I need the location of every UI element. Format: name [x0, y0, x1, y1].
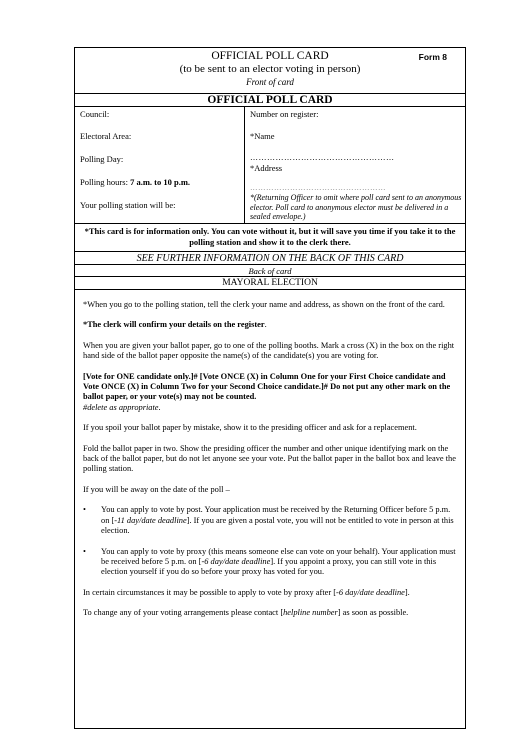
name-dots: …………………………………………… — [250, 153, 395, 162]
card-title: OFFICIAL POLL CARD — [75, 94, 465, 107]
council-field: Council: — [80, 109, 110, 119]
page-subtitle: (to be sent to an elector voting in person) — [179, 63, 361, 75]
proxy-vote-text: You can apply to vote by proxy (this means someone else can vote on your behalf). Your application must be received before 5 p.m. on [-6 day/date deadline]. If you appoint a proxy, you can still vote in this election yourself if you do so before your proxy has voted for you. — [101, 546, 456, 577]
register-number-field: Number on register: — [250, 109, 319, 119]
elector-fields — [75, 107, 465, 224]
polling-hours-value: 7 a.m. to 10 p.m. — [130, 177, 191, 187]
instruction-paragraph: If you spoil your ballot paper by mistake, show it to the presiding officer and ask for a replacement. — [83, 423, 417, 433]
poll-card — [74, 47, 466, 729]
right-fields — [245, 107, 465, 223]
instruction-paragraph: Fold the ballot paper in two. Show the presiding officer the number and other unique identifying mark on the back of the ballot paper, but do not let anyone see your vote. Put the ballot paper in the ballot box and leave the polling station. — [83, 443, 456, 474]
list-item — [83, 505, 459, 536]
form-number: Form 8 — [418, 52, 447, 62]
polling-day-field: Polling Day: — [80, 154, 124, 164]
anonymous-elector-note: *(Returning Officer to omit where poll card sent to an anonymous elector. Poll card to anonymous elector must be delivered in a sealed envelope.) — [250, 193, 462, 221]
instruction-paragraph: If you will be away on the date of the poll – — [83, 484, 230, 494]
name-field: *Name — [250, 131, 275, 141]
information-notice: *This card is for information only. You can vote without it, but it will save you time if you take it to the polling station and show it to the clerk there. — [75, 224, 465, 252]
left-fields — [75, 107, 245, 223]
election-title: MAYORAL ELECTION — [75, 277, 465, 290]
postal-vote-text: You can apply to vote by post. Your application must be received by the Returning Officer before 5 p.m. on [-11 day/date deadline]. If you are given a postal vote, you will not be entitled to vote in person at this election. — [101, 505, 454, 536]
polling-station-field: Your polling station will be: — [80, 200, 176, 210]
instruction-paragraph: [Vote for ONE candidate only.]# [Vote ONCE (X) in Column One for your First Choice candidate and Vote ONCE (X) in Column Two for your Second Choice candidate.]# Do not put any other mark on the ballot paper, or your vote(s) may not be counted. #delete as appropriate. — [83, 371, 451, 412]
instruction-paragraph: To change any of your voting arrangements please contact [helpline number] as soon as possible. — [83, 608, 409, 618]
address-field: *Address — [250, 163, 283, 173]
page-title: OFFICIAL POLL CARD — [211, 50, 329, 62]
address-dots: …………………………………………… — [250, 183, 386, 192]
bullet-icon: • — [83, 505, 86, 515]
card-header — [75, 48, 465, 94]
instruction-paragraph: *When you go to the polling station, tell the clerk your name and address, as shown on the front of the card. — [83, 300, 445, 309]
polling-hours-field — [80, 177, 241, 187]
front-label: Front of card — [246, 77, 294, 87]
electoral-area-field: Electoral Area: — [80, 131, 132, 141]
bullet-icon: • — [83, 546, 86, 556]
polling-hours-label: Polling hours: — [80, 177, 128, 187]
instruction-paragraph: In certain circumstances it may be possible to apply to vote by proxy after [-6 day/date deadline]. — [83, 587, 410, 597]
back-label: Back of card — [75, 265, 465, 277]
instruction-paragraph: *The clerk will confirm your details on the register. — [83, 320, 267, 330]
instruction-paragraph: When you are given your ballot paper, go to one of the polling booths. Mark a cross (X) in the box on the right hand side of the ballot paper opposite the name(s) of the candidate(s) you are voting for. — [83, 340, 455, 361]
instructions — [75, 290, 465, 619]
list-item — [83, 547, 459, 578]
see-further-notice: SEE FURTHER INFORMATION ON THE BACK OF THIS CARD — [75, 252, 465, 265]
